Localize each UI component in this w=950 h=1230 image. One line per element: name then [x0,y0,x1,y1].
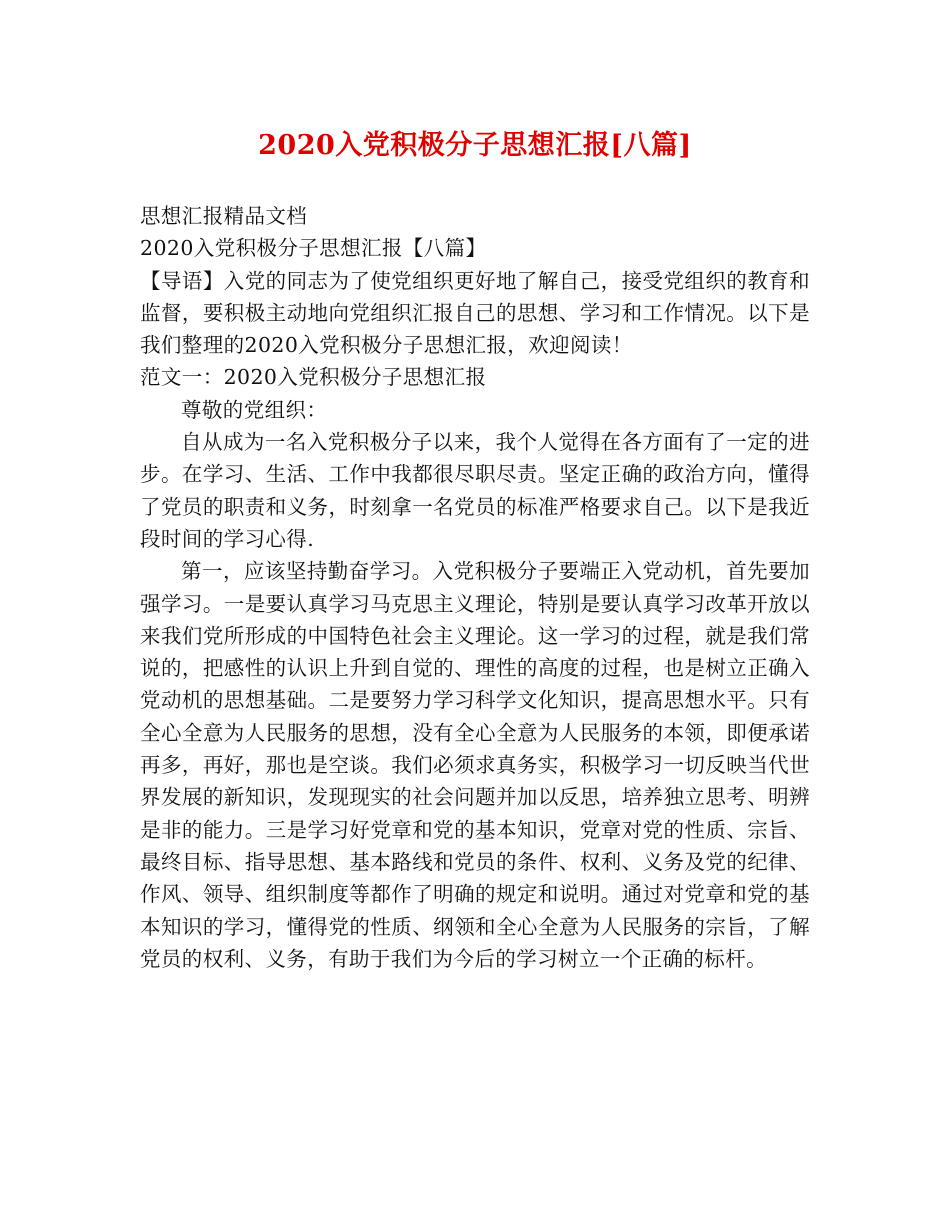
header-line: 思想汇报精品文档 [140,204,308,228]
intro-paragraph: 【导语】入党的同志为了使党组织更好地了解自己，接受党组织的教育和监督，要积极主动地向党组织汇报自己的思想、学习和工作情况。以下是我们整理的2020入党积极分子思想汇报，欢迎阅读！ [140,268,810,358]
section-heading: 范文一：2020入党积极分子思想汇报 [140,365,487,390]
document-title: 2020入党积极分子思想汇报[八篇] [258,130,692,161]
body-paragraph: 自从成为一名入党积极分子以来，我个人觉得在各方面有了一定的进步。在学习、生活、工作中我都很尽职尽责。坚定正确的政治方向，懂得了党员的职责和义务，时刻拿一名党员的标准严格要求自己。以下是我近段时间的学习心得. [140,430,810,551]
body-paragraph: 第一，应该坚持勤奋学习。入党积极分子要端正入党动机，首先要加强学习。一是要认真学习马克思主义理论，特别是要认真学习改革开放以来我们党所形成的中国特色社会主义理论。这一学习的过程，就是我们常说的，把感性的认识上升到自觉的、理性的高度的过程，也是树立正确入党动机的思想基础。二是要努力学习科学文化知识，提高思想水平。只有全心全意为人民服务的思想，没有全心全意为人民服务的本领，即便承诺再多，再好，那也是空谈。我们必须求真务实，积极学习一切反映当代世界发展的新知识，发现现实的社会问题并加以反思，培养独立思考、明辨是非的能力。三是学习好党章和党的基本知识，党章对党的性质、宗旨、最终目标、指导思想、基本路线和党员的条件、权利、义务及党的纪律、作风、领导、组织制度等都作了明确的规定和说明。通过对党章和党的基本知识的学习，懂得党的性质、纲领和全心全意为人民服务的宗旨，了解党员的权利、义务，有助于我们为今后的学习树立一个正确的标杆。 [140,559,810,971]
subtitle-line: 2020入党积极分子思想汇报【八篇】 [140,236,487,261]
salutation: 尊敬的党组织： [181,397,328,422]
document-body [140,200,810,975]
